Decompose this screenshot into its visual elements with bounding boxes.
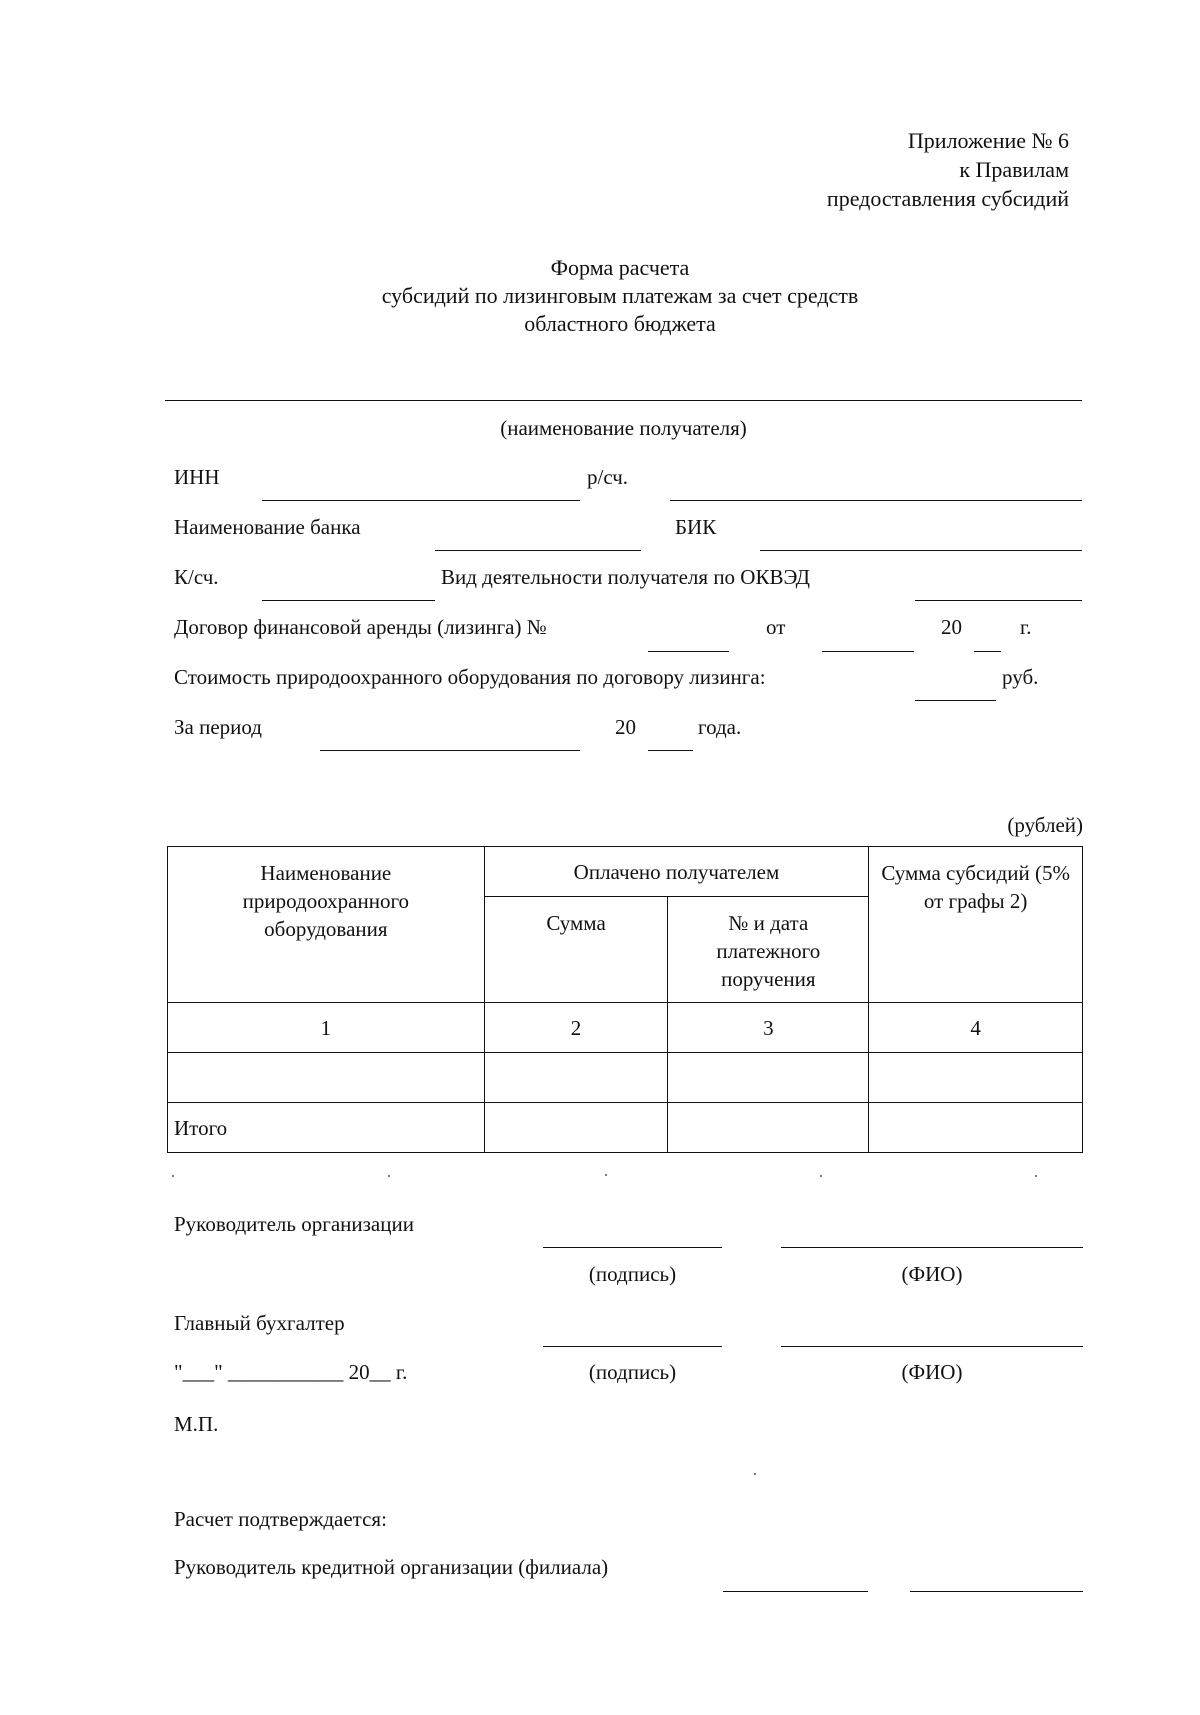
inn-field[interactable] xyxy=(262,500,580,501)
contract-year-field[interactable] xyxy=(974,651,1001,652)
date-field[interactable]: "___" ___________ 20__ г. xyxy=(174,1360,408,1384)
head-label: Руководитель организации xyxy=(174,1212,414,1236)
paid-header: Оплачено получателем xyxy=(484,847,869,897)
scan-speck xyxy=(820,1175,822,1177)
subsidy-table xyxy=(167,846,1083,1153)
col-number-3: 3 xyxy=(668,1003,869,1053)
cost-unit: руб. xyxy=(1002,665,1039,689)
scan-speck xyxy=(172,1175,174,1177)
bik-field[interactable] xyxy=(760,550,1082,551)
inn-label: ИНН xyxy=(174,465,220,489)
period-year-suffix: года. xyxy=(698,715,742,739)
bank-head-label: Руководитель кредитной организации (филиала) xyxy=(174,1555,609,1579)
accountant-signature-caption: (подпись) xyxy=(588,1360,677,1384)
col-number-2: 2 xyxy=(484,1003,668,1053)
corr-account-field[interactable] xyxy=(262,600,435,601)
col4-header: Сумма субсидий (5% от графы 2) xyxy=(869,847,1083,1003)
head-signature-caption: (подпись) xyxy=(588,1262,677,1286)
col-number-4: 4 xyxy=(869,1003,1083,1053)
scan-speck xyxy=(388,1175,390,1177)
total-label: Итого xyxy=(168,1103,485,1153)
total-payment-order-cell[interactable] xyxy=(668,1103,869,1153)
contract-number-field[interactable] xyxy=(648,651,729,652)
subsidy-cell[interactable] xyxy=(869,1053,1083,1103)
scan-speck xyxy=(1035,1175,1037,1177)
accountant-signature-field[interactable] xyxy=(543,1346,722,1347)
title-line-2: субсидий по лизинговым платежам за счет средств xyxy=(381,283,859,308)
confirmed-label: Расчет подтверждается: xyxy=(174,1507,387,1531)
head-name-caption: (ФИО) xyxy=(901,1262,963,1286)
recipient-name-caption: (наименование получателя) xyxy=(500,416,747,440)
okved-field[interactable] xyxy=(915,600,1082,601)
cost-label: Стоимость природоохранного оборудования по договору лизинга: xyxy=(174,665,766,689)
total-row xyxy=(168,1103,1083,1153)
scan-speck xyxy=(605,1174,607,1176)
col1-header: Наименование природоохранного оборудования xyxy=(168,847,485,1003)
table-row xyxy=(168,1053,1083,1103)
contract-year-prefix: 20 xyxy=(941,615,962,639)
cost-field[interactable] xyxy=(915,700,996,701)
contract-from-label: от xyxy=(766,615,786,639)
bank-name-label: Наименование банка xyxy=(174,515,361,539)
accountant-name-field[interactable] xyxy=(781,1346,1083,1347)
period-label: За период xyxy=(174,715,262,739)
title-line-3: областного бюджета xyxy=(524,311,716,336)
amount-cell[interactable] xyxy=(484,1053,668,1103)
okved-label: Вид деятельности получателя по ОКВЭД xyxy=(441,565,810,589)
corr-account-label: К/сч. xyxy=(174,565,219,589)
total-amount-cell[interactable] xyxy=(484,1103,668,1153)
accountant-label: Главный бухгалтер xyxy=(174,1311,345,1335)
bank-name-field[interactable] xyxy=(435,550,641,551)
contract-year-suffix: г. xyxy=(1020,615,1032,639)
appendix-number: Приложение № 6 xyxy=(907,128,1069,153)
table-unit: (рублей) xyxy=(1007,813,1083,837)
equipment-cell[interactable] xyxy=(168,1053,485,1103)
head-signature-field[interactable] xyxy=(543,1247,722,1248)
scan-speck xyxy=(754,1473,756,1475)
stamp-label: М.П. xyxy=(174,1412,219,1436)
account-label: р/сч. xyxy=(587,465,629,489)
head-name-field[interactable] xyxy=(781,1247,1083,1248)
account-field[interactable] xyxy=(670,500,1082,501)
appendix-subsidies: предоставления субсидий xyxy=(826,186,1069,211)
bank-head-name-field[interactable] xyxy=(910,1591,1083,1592)
contract-label: Договор финансовой аренды (лизинга) № xyxy=(174,615,547,639)
col-number-1: 1 xyxy=(168,1003,485,1053)
title-line-1: Форма расчета xyxy=(550,255,690,280)
col2-header: Сумма xyxy=(484,897,668,1003)
accountant-name-caption: (ФИО) xyxy=(901,1360,963,1384)
recipient-name-field[interactable] xyxy=(165,400,1082,401)
period-year-field[interactable] xyxy=(648,750,693,751)
col3-header: № и дата платежного поручения xyxy=(668,897,869,1003)
appendix-rules: к Правилам xyxy=(959,157,1069,182)
period-year-prefix: 20 xyxy=(615,715,636,739)
contract-date-field[interactable] xyxy=(822,651,914,652)
payment-order-cell[interactable] xyxy=(668,1053,869,1103)
bik-label: БИК xyxy=(675,515,717,539)
period-field[interactable] xyxy=(320,750,580,751)
total-subsidy-cell[interactable] xyxy=(869,1103,1083,1153)
bank-head-signature-field[interactable] xyxy=(723,1591,868,1592)
